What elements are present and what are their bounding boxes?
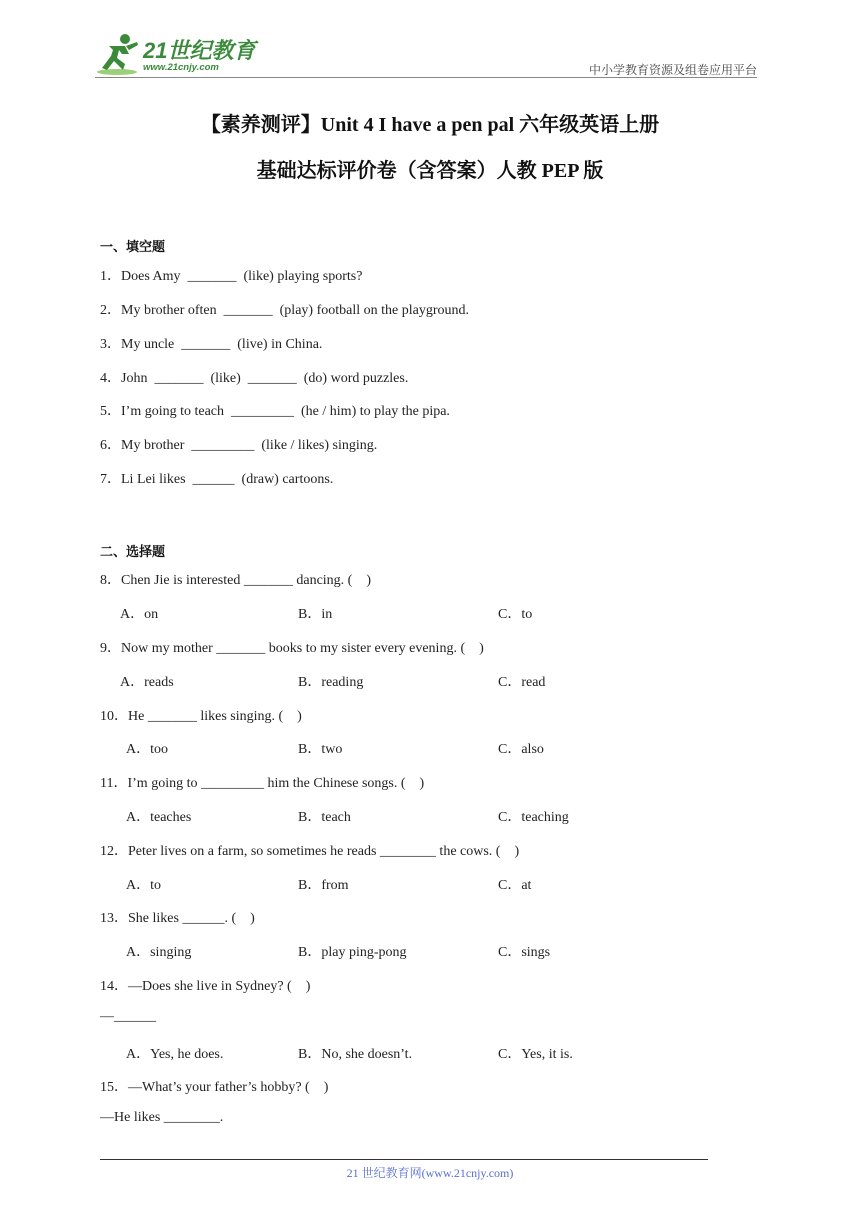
choice-question-stem: 9．Now my mother _______ books to my sister every evening. ( ) (100, 641, 484, 656)
option-a: A．to (126, 878, 161, 893)
choice-question-stem: 13．She likes ______. ( ) (100, 911, 255, 926)
option-c: C．Yes, it is. (498, 1047, 573, 1062)
option-b: B．two (298, 742, 343, 757)
footer-divider (100, 1159, 708, 1160)
fill-question: 1．Does Amy _______ (like) playing sports? (100, 269, 363, 284)
option-a: A．singing (126, 945, 192, 960)
option-c: C．sings (498, 945, 551, 960)
choice-question-stem: 15．—What’s your father’s hobby? ( ) (100, 1080, 329, 1095)
fill-question: 4．John _______ (like) _______ (do) word puzzles. (100, 371, 409, 386)
option-a: A．Yes, he does. (126, 1047, 224, 1062)
option-b: B．in (298, 607, 333, 622)
option-b: B．No, she doesn’t. (298, 1047, 413, 1062)
option-b: B．teach (298, 810, 351, 825)
choice-question-stem: 10．He _______ likes singing. ( ) (100, 709, 302, 724)
fill-question: 5．I’m going to teach _________ (he / him) to play the pipa. (100, 404, 450, 419)
choice-question-stem: 14．—Does she live in Sydney? ( ) (100, 979, 311, 994)
option-a: A．teaches (126, 810, 192, 825)
option-c: C．at (498, 878, 532, 893)
footer-link[interactable]: 21 世纪教育网(www.21cnjy.com) (346, 1166, 514, 1180)
choice-question-stem: 8．Chen Jie is interested _______ dancing. ( ) (100, 573, 372, 588)
page-header (95, 32, 757, 78)
page-title-line2: 基础达标评价卷（含答案）人教 PEP 版 (256, 160, 604, 182)
section1-heading: 一、填空题 (100, 240, 166, 255)
option-b: B．from (298, 878, 349, 893)
page-title-line1: 【素养测评】Unit 4 I have a pen pal 六年级英语上册 (200, 114, 660, 136)
option-a: A．on (120, 607, 159, 622)
option-c: C．read (498, 675, 546, 690)
fill-question: 3．My uncle _______ (live) in China. (100, 337, 323, 352)
option-b: B．reading (298, 675, 364, 690)
logo (95, 32, 265, 76)
answer-blank-line: —He likes ________. (100, 1110, 224, 1125)
option-b: B．play ping-pong (298, 945, 407, 960)
option-a: A．reads (120, 675, 174, 690)
header-divider (95, 77, 757, 78)
choice-question-stem: 11．I’m going to _________ him the Chinese songs. ( ) (100, 776, 425, 791)
option-c: C．teaching (498, 810, 569, 825)
runner-icon (95, 32, 143, 76)
option-c: C．also (498, 742, 544, 757)
fill-question: 2．My brother often _______ (play) football on the playground. (100, 303, 469, 318)
fill-question: 7．Li Lei likes ______ (draw) cartoons. (100, 472, 334, 487)
header-platform-text: 中小学教育资源及组卷应用平台 (588, 63, 757, 77)
choice-question-stem: 12．Peter lives on a farm, so sometimes he reads ________ the cows. ( ) (100, 844, 520, 859)
option-a: A．too (126, 742, 168, 757)
answer-blank-line: —______ (100, 1009, 156, 1024)
section2-heading: 二、选择题 (100, 545, 166, 560)
logo-url: www.21cnjy.com (143, 62, 219, 73)
logo-text: 21世纪教育 (143, 38, 256, 63)
option-c: C．to (498, 607, 533, 622)
fill-question: 6．My brother _________ (like / likes) singing. (100, 438, 378, 453)
